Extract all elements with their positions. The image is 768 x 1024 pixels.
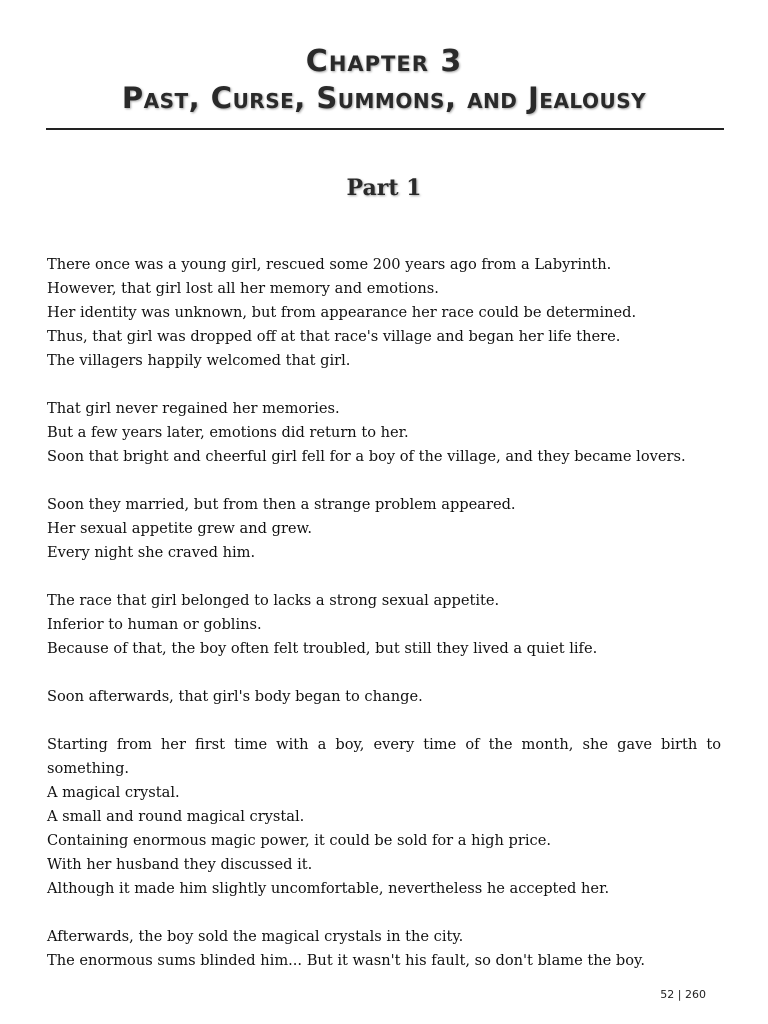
text-line: With her husband they discussed it. (47, 856, 313, 873)
text-line: The villagers happily welcomed that girl. (47, 352, 351, 369)
paragraph (47, 493, 721, 565)
text-line: A magical crystal. (47, 784, 180, 801)
chapter-heading (0, 44, 768, 116)
text-line: Although it made him slightly uncomfortable, nevertheless he accepted her. (47, 880, 610, 897)
text-line: Starting from her first time with a boy, every time of the month, she gave birth to something. (47, 736, 721, 777)
text-line: Every night she craved him. (47, 544, 256, 561)
paragraph (47, 397, 721, 469)
text-line: A small and round magical crystal. (47, 808, 305, 825)
chapter-number: Chapter 3 (305, 44, 463, 79)
text-line: Inferior to human or goblins. (47, 616, 262, 633)
text-line: There once was a young girl, rescued some 200 years ago from a Labyrinth. (47, 256, 612, 273)
part-heading: Part 1 (346, 175, 422, 201)
text-line: Thus, that girl was dropped off at that race's village and began her life there. (47, 328, 621, 345)
text-line: But a few years later, emotions did return to her. (47, 424, 409, 441)
text-line: The enormous sums blinded him... But it wasn't his fault, so don't blame the boy. (47, 952, 646, 969)
text-line: Soon afterwards, that girl's body began to change. (47, 688, 423, 705)
paragraph (47, 733, 721, 901)
text-line: Her identity was unknown, but from appearance her race could be determined. (47, 304, 637, 321)
text-line: The race that girl belonged to lacks a strong sexual appetite. (47, 592, 500, 609)
paragraph (47, 685, 721, 709)
heading-divider (46, 128, 724, 130)
text-line: Containing enormous magic power, it could be sold for a high price. (47, 832, 551, 849)
text-line: Soon that bright and cheerful girl fell for a boy of the village, and they became lovers. (47, 448, 686, 465)
paragraph (47, 253, 721, 373)
text-line: Afterwards, the boy sold the magical crystals in the city. (47, 928, 464, 945)
paragraph (47, 589, 721, 661)
chapter-title: Past, Curse, Summons, and Jealousy (121, 81, 647, 115)
body-text (47, 253, 721, 997)
text-line: Because of that, the boy often felt troubled, but still they lived a quiet life. (47, 640, 598, 657)
text-line: Soon they married, but from then a strange problem appeared. (47, 496, 516, 513)
text-line: Her sexual appetite grew and grew. (47, 520, 312, 537)
page-number: 52 | 260 (660, 988, 706, 1001)
paragraph (47, 925, 721, 973)
text-line: That girl never regained her memories. (47, 400, 340, 417)
text-line: However, that girl lost all her memory and emotions. (47, 280, 439, 297)
